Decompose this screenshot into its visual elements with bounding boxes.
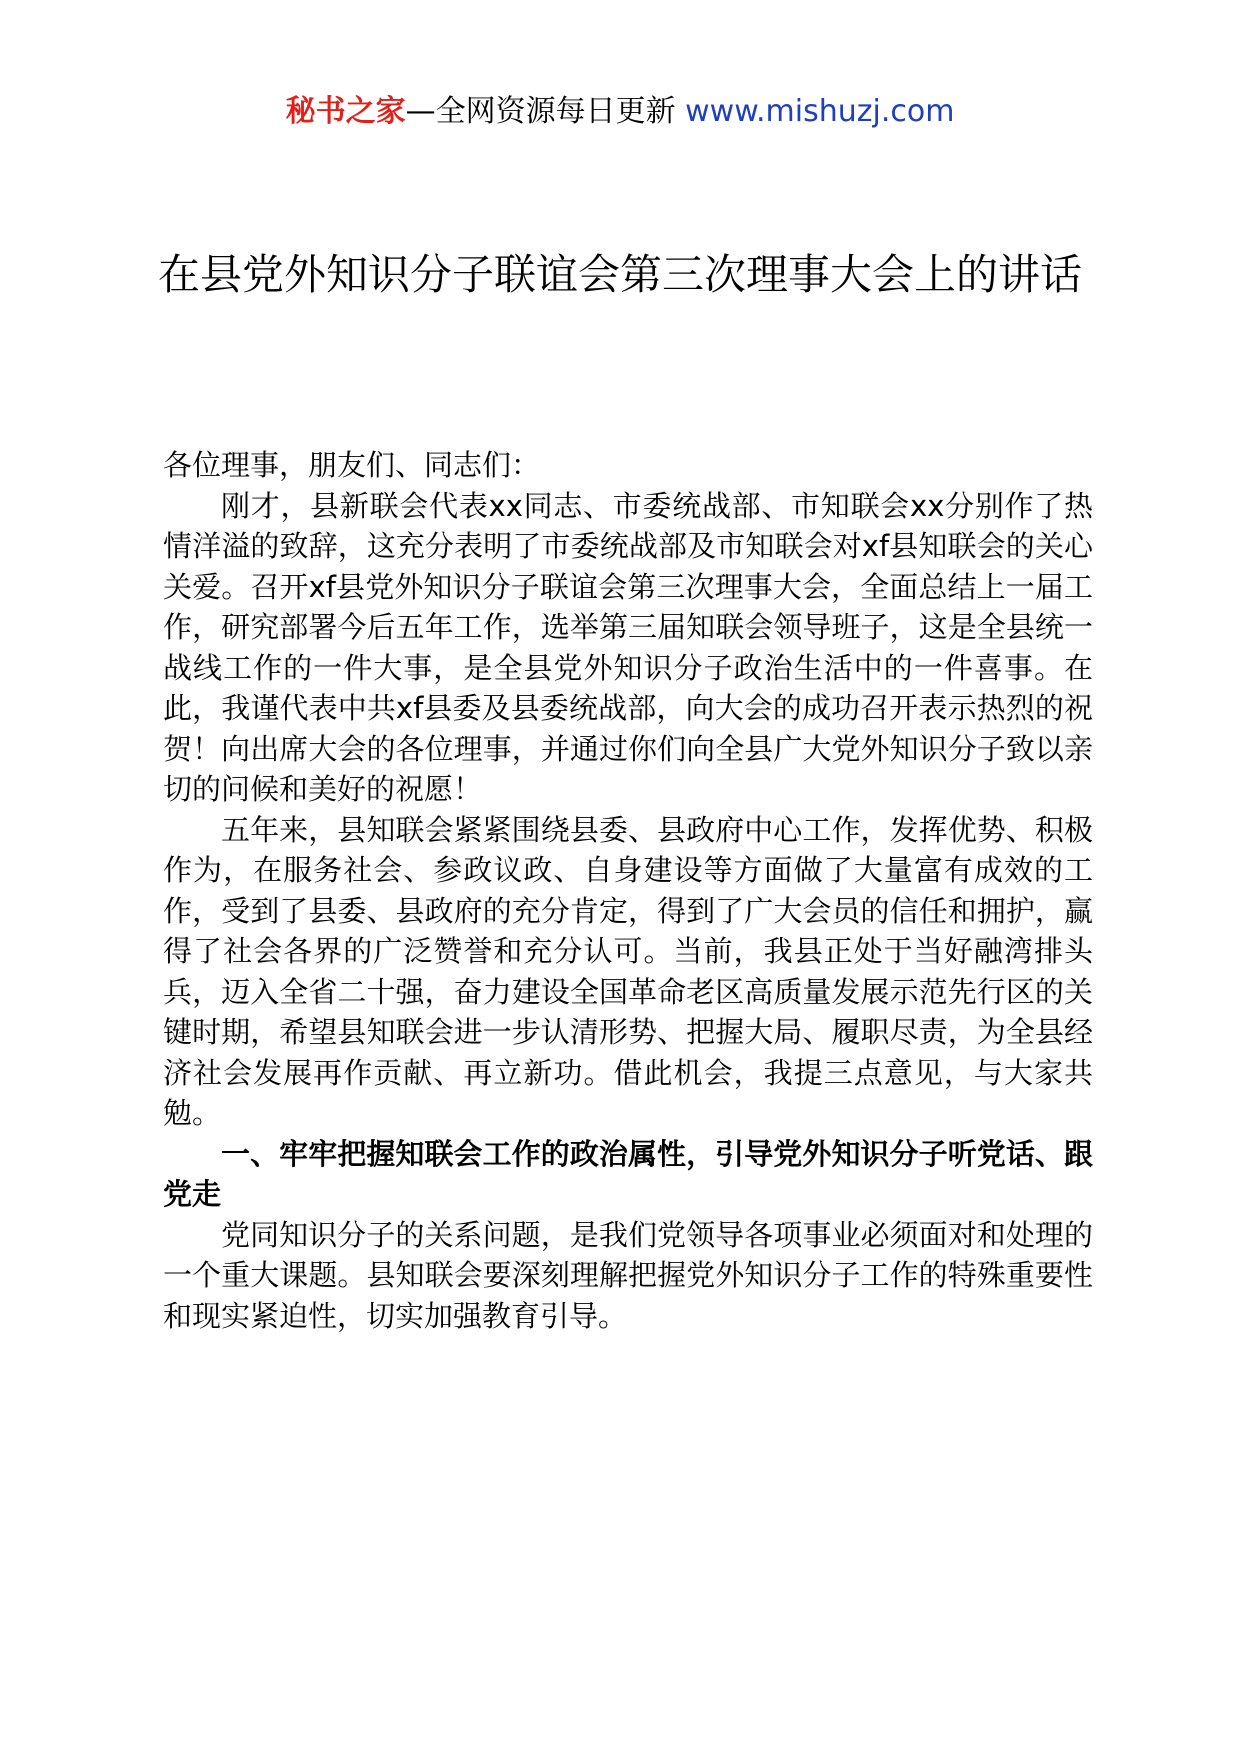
section-paragraph: 党同知识分子的关系问题，是我们党领导各项事业必须面对和处理的一个重大课题。县知联会要深刻理解把握党外知识分子工作的特殊重要性和现实紧迫性，切实加强教育引导。 xyxy=(163,1217,1093,1333)
site-header xyxy=(0,92,1240,132)
body-paragraph: 刚才，县新联会代表xx同志、市委统战部、市知联会xx分别作了热情洋溢的致辞，这充分表明了市委统战部及市知联会对xf县知联会的关心关爱。召开xf县党外知识分子联谊会第三次理事大会，全面总结上一届工作，研究部署今后五年工作，选举第三届知联会领导班子，这是全县统一战线工作的一件大事，是全县党外知识分子政治生活中的一件喜事。在此，我谨代表中共xf县委及县委统战部，向大会的成功召开表示热烈的祝贺！向出席大会的各位理事，并通过你们向全县广大党外知识分子致以亲切的问候和美好的祝愿！ xyxy=(163,488,1093,806)
document-body xyxy=(163,445,1093,1336)
section-heading: 一、牢牢把握知联会工作的政治属性，引导党外知识分子听党话、跟党走 xyxy=(163,1136,1093,1211)
site-tagline: —全网资源每日更新 xyxy=(405,94,676,129)
site-brand: 秘书之家 xyxy=(285,94,406,129)
document-title: 在县党外知识分子联谊会第三次理事大会上的讲话 xyxy=(157,250,1082,299)
body-paragraph: 五年来，县知联会紧紧围绕县委、县政府中心工作，发挥优势、积极作为，在服务社会、参政议政、自身建设等方面做了大量富有成效的工作，受到了县委、县政府的充分肯定，得到了广大会员的信任和拥护，赢得了社会各界的广泛赞誉和充分认可。当前，我县正处于当好融湾排头兵，迈入全省二十强，奋力建设全国革命老区高质量发展示范先行区的关键时期，希望县知联会进一步认清形势、把握大局、履职尽责，为全县经济社会发展再作贡献、再立新功。借此机会，我提三点意见，与大家共勉。 xyxy=(163,812,1093,1130)
salutation: 各位理事，朋友们、同志们： xyxy=(163,448,541,482)
site-url-link[interactable]: www.mishuzj.com xyxy=(685,94,955,129)
